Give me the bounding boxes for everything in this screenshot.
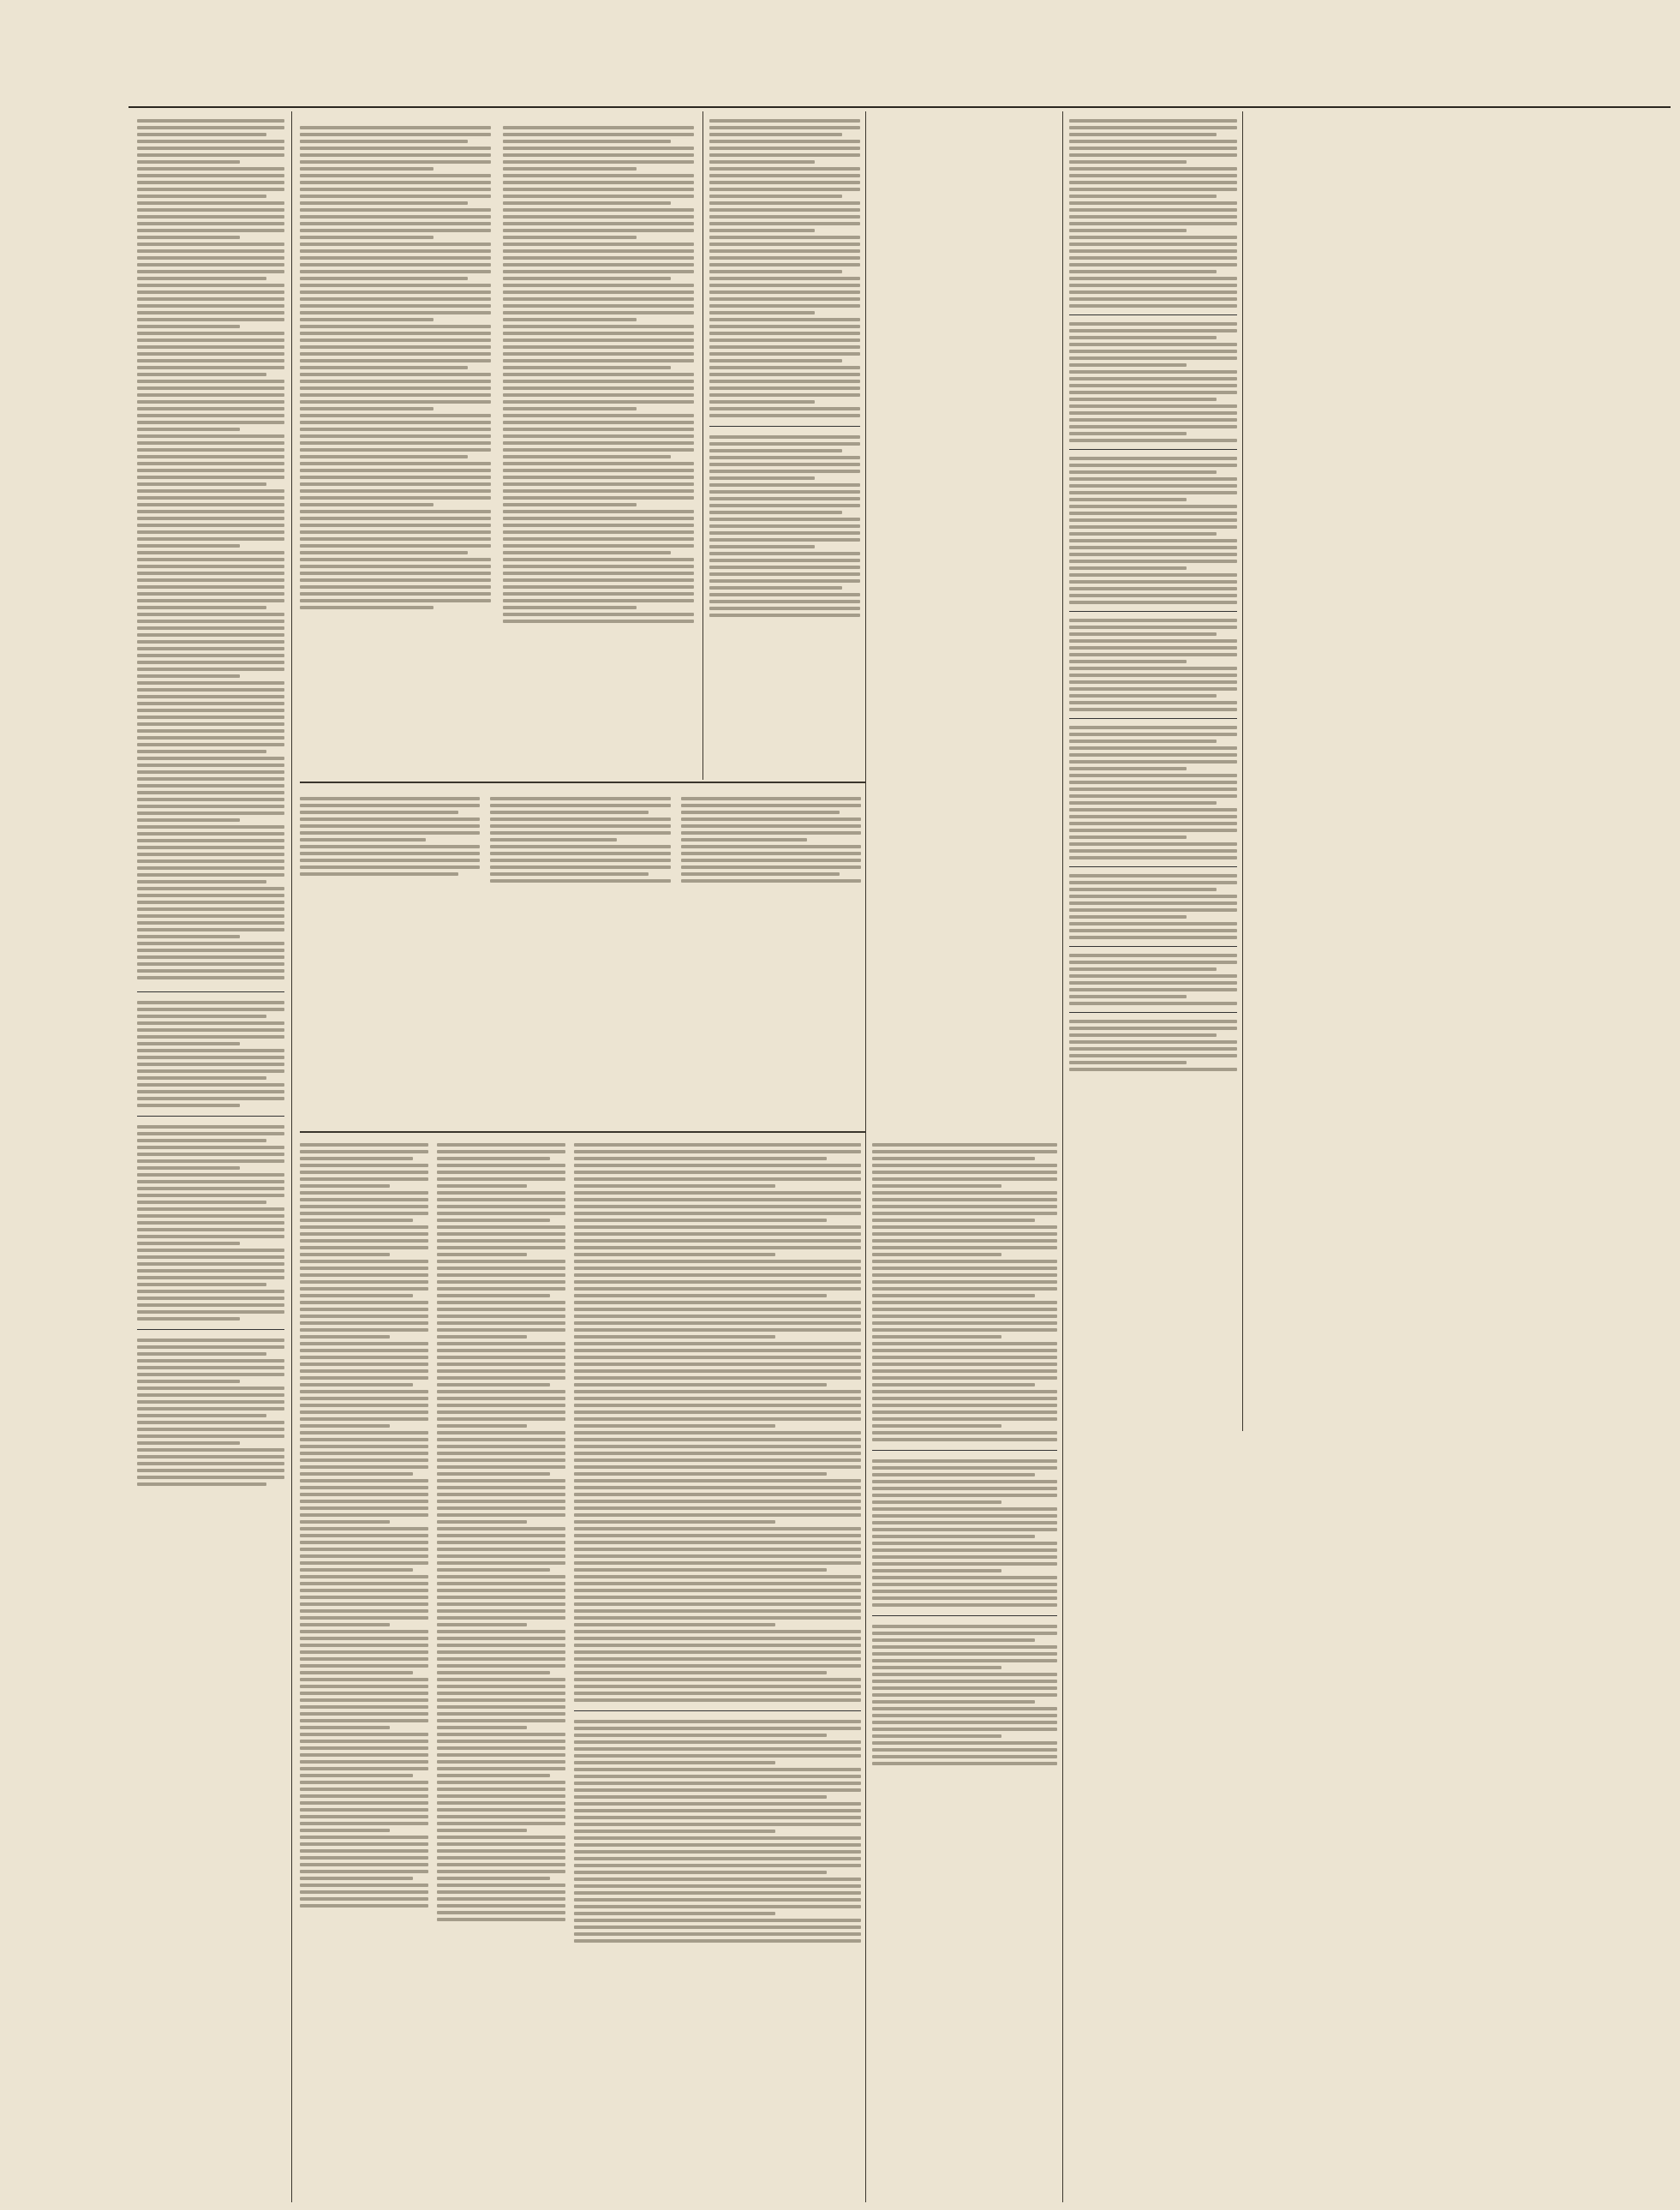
masthead xyxy=(129,84,1671,108)
article-body xyxy=(1069,1020,1237,1071)
article-body xyxy=(872,1625,1057,1765)
banner-bottom-rule xyxy=(300,1131,865,1133)
article-body xyxy=(503,126,694,623)
article-body xyxy=(872,1459,1057,1607)
column-garibaldi xyxy=(137,116,284,2198)
column-rule xyxy=(702,111,703,780)
article-body xyxy=(300,126,491,609)
article-body xyxy=(1069,874,1237,939)
article-body xyxy=(137,1001,284,1107)
column-rule xyxy=(865,111,866,2202)
article-body xyxy=(300,1143,428,1908)
column-esteri xyxy=(1069,116,1237,2198)
article-body xyxy=(574,1143,861,1702)
article-cambio-cont xyxy=(437,1140,565,2198)
article-body xyxy=(709,435,860,617)
article-body xyxy=(137,119,284,979)
article-body xyxy=(681,797,861,883)
article-body xyxy=(1069,726,1237,859)
banner-top-rule xyxy=(300,782,865,783)
article-body xyxy=(1069,954,1237,1005)
column-rule xyxy=(1242,111,1243,1431)
spacer xyxy=(1249,116,1250,117)
article-body xyxy=(1069,619,1237,711)
article-body xyxy=(1069,119,1237,308)
article-body xyxy=(300,797,480,876)
article-body xyxy=(574,1720,861,1943)
article-body xyxy=(490,797,670,883)
banner-story xyxy=(300,788,861,1127)
column-rule xyxy=(291,111,292,2202)
article-navi xyxy=(872,1140,1057,2198)
article-prezzi xyxy=(574,1140,861,2198)
spacer xyxy=(1076,116,1077,117)
article-body xyxy=(1069,457,1237,604)
column-rule xyxy=(1062,111,1063,2202)
article-body xyxy=(1069,322,1237,442)
article-cambio xyxy=(300,1140,428,2198)
article-reali xyxy=(709,116,860,776)
article-body xyxy=(137,1125,284,1321)
article-body xyxy=(437,1143,565,1921)
article-body xyxy=(137,1339,284,1486)
article-messaggio xyxy=(300,116,694,776)
article-body xyxy=(709,119,860,417)
article-body xyxy=(872,1143,1057,1441)
